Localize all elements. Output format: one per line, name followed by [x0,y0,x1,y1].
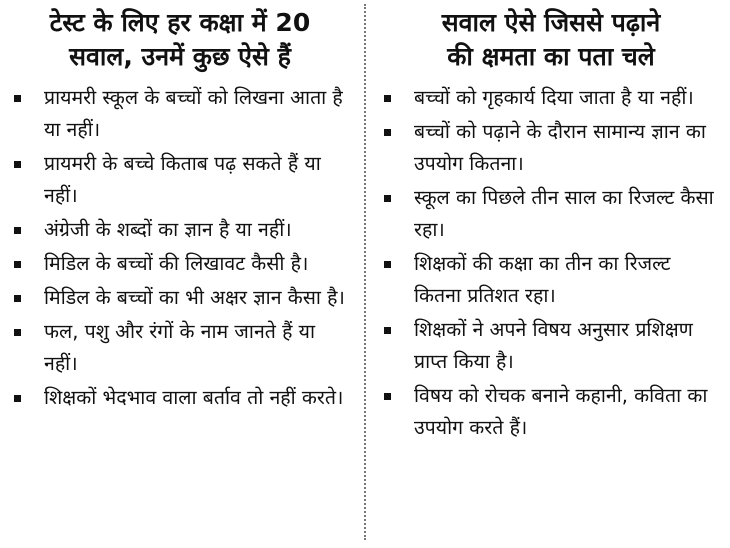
list-item-text: शिक्षकों ने अपने विषय अनुसार प्रशिक्षण प्राप्त किया है। [414,318,693,373]
list-item [382,82,720,114]
list-item-text: प्रायमरी के बच्चे किताब पढ़ सकते हैं या नहीं। [44,152,321,207]
list-item [12,248,348,280]
bullet-square-icon [384,195,391,202]
right-heading-line-1: सवाल ऐसे जिससे पढ़ाने [441,8,661,37]
list-item-text: बच्चों को पढ़ाने के दौरान सामान्य ज्ञान का उपयोग कितना। [414,120,706,175]
list-item-text: शिक्षकों की कक्षा का तीन का रिजल्ट कितना प्रतिशत रहा। [414,252,671,307]
list-item-text: मिडिल के बच्चों की लिखावट कैसी है। [44,252,309,275]
right-question-list [382,82,720,444]
bullet-square-icon [14,261,21,268]
bullet-square-icon [384,327,391,334]
list-item [382,182,720,246]
list-item-text: विषय को रोचक बनाने कहानी, कविता का उपयोग करते हैं। [414,384,708,439]
list-item-text: फल, पशु और रंगों के नाम जानते हैं या नहीं। [44,320,315,375]
column-divider [364,4,366,540]
list-item [12,82,348,146]
list-item [382,314,720,378]
list-item-text: मिडिल के बच्चों का भी अक्षर ज्ञान कैसा है। [44,286,345,309]
right-heading-line-2: की क्षमता का पता चले [447,42,655,71]
left-question-list [12,82,348,414]
bullet-square-icon [14,395,21,402]
right-column [370,0,730,548]
list-item-text: अंग्रेजी के शब्दों का ज्ञान है या नहीं। [44,218,292,241]
bullet-square-icon [384,393,391,400]
right-heading [382,6,720,74]
bullet-square-icon [14,295,21,302]
list-item [382,116,720,180]
bullet-square-icon [14,227,21,234]
list-item [12,382,348,414]
bullet-square-icon [384,129,391,136]
list-item-text: प्रायमरी स्कूल के बच्चों को लिखना आता है या नहीं। [44,86,343,141]
list-item [12,316,348,380]
left-heading [12,6,348,74]
list-item [12,148,348,212]
bullet-square-icon [384,261,391,268]
bullet-square-icon [14,329,21,336]
list-item-text: स्कूल का पिछले तीन साल का रिजल्ट कैसा रहा। [414,186,714,241]
list-item [382,248,720,312]
left-heading-line-2: सवाल, उनमें कुछ ऐसे हैं [69,42,291,71]
bullet-square-icon [384,95,391,102]
bullet-square-icon [14,161,21,168]
list-item [12,214,348,246]
left-column [0,0,360,548]
bullet-square-icon [14,95,21,102]
left-heading-line-1: टेस्ट के लिए हर कक्षा में 20 [49,8,311,37]
list-item [12,282,348,314]
list-item-text: बच्चों को गृहकार्य दिया जाता है या नहीं। [414,86,694,109]
list-item-text: शिक्षकों भेदभाव वाला बर्ताव तो नहीं करते। [44,386,344,409]
list-item [382,380,720,444]
